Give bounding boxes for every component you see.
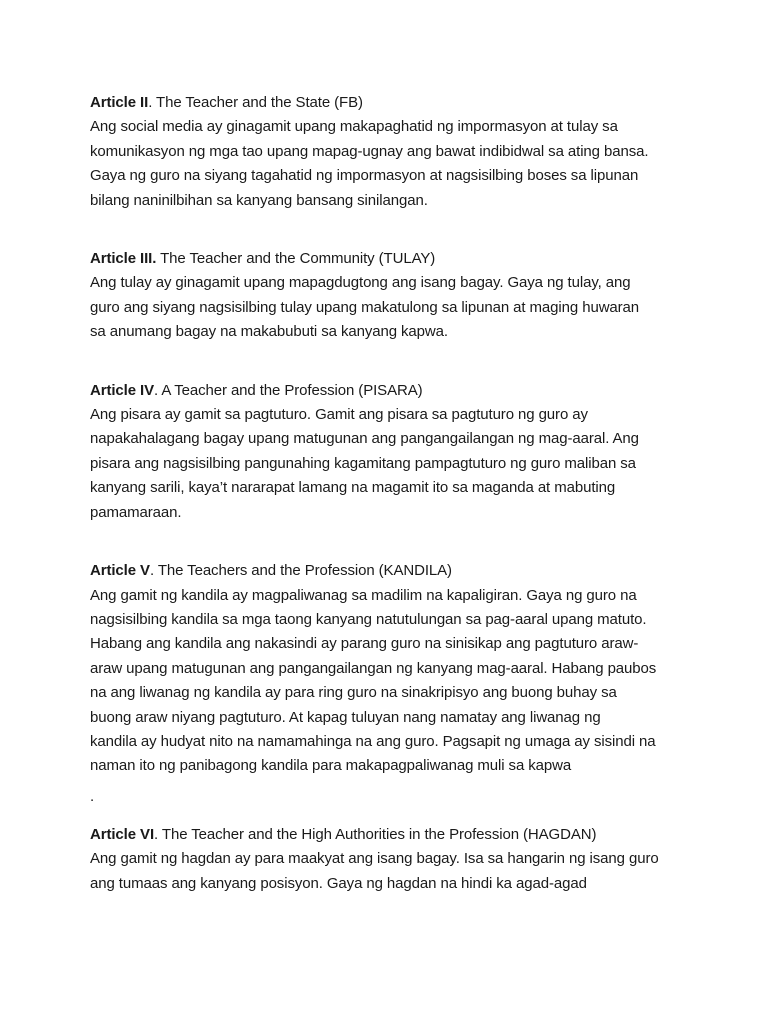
article-number: Article II (90, 94, 149, 111)
paragraph-line: Gaya ng guro na siyang tagahatid ng impormasyon at nagsisilbing boses sa lipunan (90, 167, 639, 185)
paragraph-line: nagsisilbing kandila sa mga taong kanyang natutulungan sa pag-aaral upang matuto. (90, 610, 647, 628)
paragraph-line: pisara ang nagsisilbing pangunahing kagamitang pampagtuturo ng guro maliban sa (90, 454, 636, 472)
paragraph-line: Ang gamit ng kandila ay magpaliwanag sa madilim na kapaligiran. Gaya ng guro na (90, 586, 637, 604)
paragraph-line: sa anumang bagay na makabubuti sa kanyang kapwa. (90, 323, 448, 341)
article-title: The Teacher and the Community (TULAY) (156, 250, 436, 268)
paragraph-line: Habang ang kandila ang nakasindi ay parang guro na sinisikap ang pagtuturo araw- (90, 635, 639, 653)
article-number: Article VI (90, 825, 155, 843)
article-heading (90, 91, 690, 115)
paragraph-line: Ang pisara ay gamit sa pagtuturo. Gamit ang pisara sa pagtuturo ng guro ay (90, 406, 588, 424)
paragraph-line: guro ang siyang nagsisilbing tulay upang makatulong sa lipunan at maging huwaran (90, 298, 640, 316)
article-number: Article V (90, 562, 150, 580)
article-vi (90, 823, 690, 896)
article-heading (90, 823, 690, 847)
article-title: . The Teachers and the Profession (KANDILA) (149, 562, 452, 580)
article-heading (90, 247, 690, 271)
article-number: Article III. (90, 250, 157, 268)
article-iv (90, 379, 690, 525)
paragraph-line: Ang gamit ng hagdan ay para maakyat ang isang bagay. Isa sa hangarin ng isang guro (90, 850, 659, 868)
document-body (90, 91, 690, 896)
paragraph-line: Ang social media ay ginagamit upang makapaghatid ng impormasyon at tulay sa (90, 118, 618, 136)
article-title: . The Teacher and the High Authorities in the Profession (HAGDAN) (154, 825, 597, 843)
paragraph-line: ang tumaas ang kanyang posisyon. Gaya ng hagdan na hindi ka agad-agad (90, 874, 587, 892)
paragraph-line: pamamaraan. (90, 503, 182, 521)
article-ii (90, 91, 690, 213)
paragraph-line: araw upang matugunan ang pangangailangan ng kanyang mag-aaral. Habang paubos (90, 659, 657, 677)
article-heading (90, 379, 690, 403)
paragraph-line: komunikasyon ng mga tao upang mapag-ugnay ang bawat indibidwal sa ating bansa. (90, 142, 649, 160)
separator-dot: . (90, 787, 95, 805)
paragraph-line: napakahalagang bagay upang matugunan ang pangangailangan ng mag-aaral. Ang (90, 430, 639, 448)
article-title: . The Teacher and the State (FB) (148, 94, 363, 111)
article-v (90, 559, 690, 779)
paragraph-line: kanyang sarili, kaya’t nararapat lamang na magamit ito sa maganda at mabuting (90, 479, 616, 497)
paragraph-line: Ang tulay ay ginagamit upang mapagdugtong ang isang bagay. Gaya ng tulay, ang (90, 274, 631, 292)
paragraph-line: naman ito ng panibagong kandila para makapagpaliwanag muli sa kapwa (90, 757, 572, 775)
article-heading (90, 559, 690, 583)
article-number: Article IV (90, 381, 155, 399)
paragraph-line: buong araw niyang pagtuturo. At kapag tuluyan nang namatay ang liwanag ng (90, 708, 601, 726)
paragraph-line: bilang naninilbihan sa kanyang bansang sinilangan. (90, 191, 428, 209)
article-iii (90, 247, 690, 345)
article-title: . A Teacher and the Profession (PISARA) (154, 381, 423, 399)
paragraph-line: kandila ay hudyat nito na namamahinga na ang guro. Pagsapit ng umaga ay sisindi na (90, 732, 656, 750)
paragraph-line: na ang liwanag ng kandila ay para ring guro na sinakripisyo ang buong buhay sa (90, 684, 617, 702)
